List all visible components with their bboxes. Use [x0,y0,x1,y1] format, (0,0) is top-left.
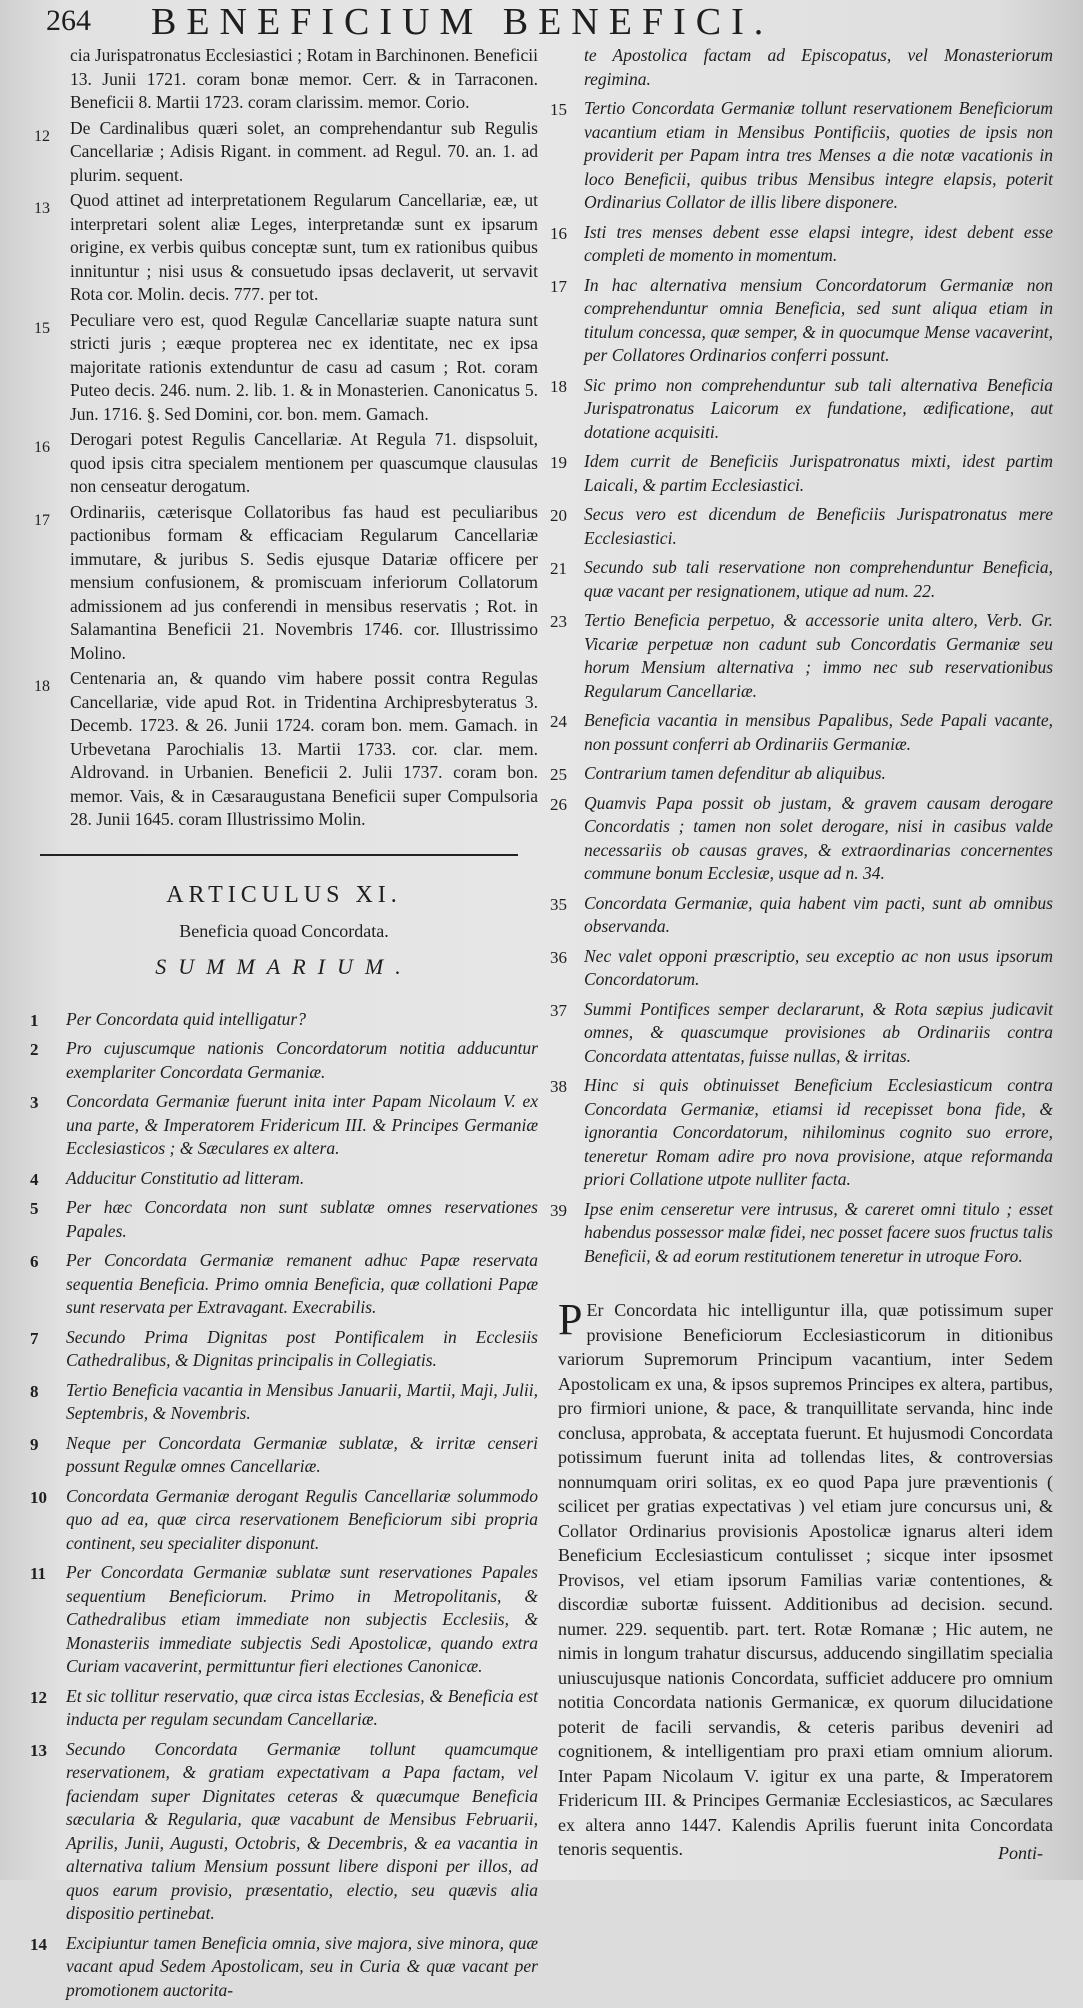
item-text: Quod attinet ad interpretationem Regularum Cancellariæ, eæ, ut interpretari solent aliæ Leges, interpretandæ sunt ex ipsarum origine, ex verbis quibus conceptæ sunt, tum ex rationibus quibus innituntur ; nisi usus & consuetudo ipsas declaverit, ut servavit Rota cor. Molin. decis. 777. per tot. [70,190,538,304]
summary-item [30,1379,538,1426]
left-column [30,44,538,2008]
item-text: Per hæc Concordata non sunt sublatæ omnes reservationes Papales. [66,1197,538,1241]
item-text: Sic primo non comprehenduntur sub tali alternativa Beneficia Jurispatronatus Laicorum ex fundatione, ædificatione, aut dotatione acquisiti. [584,374,1053,442]
item-text: Excipiuntur tamen Beneficia omnia, sive majora, sive minora, quæ vacant apud Sedem Apostolicam, seu in Curia & quæ vacant per promotionem auctorita- [66,1932,538,2000]
item-text: De Cardinalibus quæri solet, an comprehendantur sub Regulis Cancellariæ ; Adisis Rigant. in comment. ad Regul. 70. an. 1. ad plurim. sequent. [70,117,538,185]
item-text: Quamvis Papa possit ob justam, & gravem causam derogare Concordatis ; tamen non solet derogare, nisi in casibus valde necessariis ob causas graves, & extraordinarias concernentes commune bonum Ecclesiæ, usque ad n. 34. [584,792,1053,883]
item-number: 11 [30,1564,47,1583]
summary-item [548,556,1053,603]
item-number: 39 [550,1200,567,1220]
item-number: 21 [550,559,567,578]
item-number: 10 [30,1487,47,1507]
left-paragraphs [30,44,538,832]
paragraph [30,117,538,188]
paragraph [30,189,538,307]
item-number: 24 [550,712,567,731]
item-text: Concordata Germaniæ fuerunt inita inter Papam Nicolaum V. ex una parte, & Imperatorem Fridericum III. & Principes Germaniæ Ecclesiasticos ; & Sæculares ex altera. [66,1091,538,1158]
summary-item [548,998,1053,1069]
summary-item [548,44,1053,91]
summary-item [30,1249,538,1320]
catchword: Ponti- [998,1843,1043,1863]
summary-item [30,1196,538,1243]
summary-list-left [30,1008,538,2003]
summary-item [548,945,1053,992]
item-text: Isti tres menses debent esse elapsi integre, idest debent esse completi de momento in momentum. [584,221,1053,265]
item-number: 2 [30,1040,39,1059]
item-text: Neque per Concordata Germaniæ sublatæ, & irritæ censeri possunt Regulæ omnes Cancellariæ. [66,1432,538,1476]
section-divider [40,854,518,856]
item-number: 36 [550,947,567,967]
summary-item [548,374,1053,445]
paragraph [30,667,538,832]
item-text: Adducitur Constitutio ad litteram. [66,1167,305,1188]
item-text: Secundo Prima Dignitas post Pontificalem in Ecclesiis Cathedralibus, & Dignitas principalis in Collegiatis. [66,1326,538,1370]
item-text: Pro cujuscumque nationis Concordatorum notitia adducuntur exemplariter Concordata Germaniæ. [66,1038,538,1082]
item-number: 17 [550,276,567,296]
item-number: 15 [550,100,567,119]
item-number: 12 [30,1687,47,1707]
item-number: 9 [30,1434,39,1454]
summary-item [548,709,1053,756]
item-text: Summi Pontifices semper declararunt, & Rota sæpius judicavit omnes, & quascumque provisiones ab Ordinariis contra Concordata attentatas, fuisse nullas, & irritas. [584,998,1053,1066]
summary-heading: SUMMARIUM. [155,953,413,979]
item-number: 16 [550,223,567,243]
item-text: Per Concordata Germaniæ sublatæ sunt reservationes Papales sequentium Beneficiorum. Primo in Metropolitanis, & Cathedralibus etiam immediate non subjectis Ecclesiis, & Monasteriis immediate subjectis Sedi Apostolicæ, quando extra Curiam vacaverint, permittuntur fieri electiones Canonicæ. [66,1562,538,1676]
summary-item [30,1167,538,1191]
summary-item [548,762,1053,786]
article-subtitle: Beneficia quoad Concordata. [179,920,389,941]
summary-item [30,1738,538,1926]
item-text: Contrarium tamen defenditur ab aliquibus. [584,763,886,783]
item-number: 16 [34,439,50,456]
item-text: Ipse enim censeretur vere intrusus, & careret omni titulo ; esset habendus possessor malæ fidei, nec posset facere suos fructus talis Beneficii, & ad eorum restitutionem teneretur in utroque Foro. [584,1198,1053,1266]
summary-item [30,1685,538,1732]
item-text: Tertio Concordata Germaniæ tollunt reservationem Beneficiorum vacantium etiam in Mensibus Pontificiis, quoties de ipsis non providerit per Papam intra tres Menses a die notæ vacationis in loco Beneficii, quibus tribus Mensibus integre elapsis, poterit Ordinarius Collator de illis libere disponere. [584,98,1053,212]
summary-item [548,274,1053,368]
item-number: 1 [30,1010,39,1030]
summary-item [548,792,1053,886]
item-number: 15 [34,319,50,337]
article-body [548,1295,1053,1862]
summary-item [548,609,1053,703]
item-text: In hac alternativa mensium Concordatorum Germaniæ non comprehenduntur omnia Beneficia, sed sunt aliqua etiam in titulum concessa, quæ semper, & in quocumque Mense vacaverint, per Collatores Ordinarios conferri possunt. [584,274,1053,365]
item-text: Secundo Concordata Germaniæ tollunt quamcumque reservationem, & gratiam expectativam a Papa factam, vel faciendam super Dignitates ceteras & quæcumque Beneficia sæcularia & Regularia, quæ vacabunt de Mensibus Februarii, Aprilis, Junii, Augusti, Octobris, & Decembris, & ea vacantia in alternativa talium Mensium possunt libere disponi per illos, ad quos earum provisio, præsentatio, electio, seu quævis alia dispositio pertinebat. [66,1738,538,1923]
summary-item [30,1932,538,2003]
summary-item [548,503,1053,550]
summary-item [30,1326,538,1373]
drop-cap: P [558,1295,583,1344]
summary-item [30,1432,538,1479]
summary-item [548,1074,1053,1192]
item-number: 4 [30,1169,39,1189]
item-text: Nec valet opponi præscriptio, seu exceptio ac non usus ipsorum Concordatorum. [584,945,1053,989]
item-text: Concordata Germaniæ, quia habent vim pacti, sunt ab omnibus observanda. [584,892,1053,936]
item-number: 6 [30,1252,39,1271]
summary-item [30,1485,538,1556]
item-number: 7 [30,1328,39,1348]
summary-list-right [548,44,1053,1268]
paragraph [30,44,538,115]
item-text: Per Concordata quid intelligatur? [66,1008,306,1029]
summary-item [30,1561,538,1679]
item-text: te Apostolica factam ad Episcopatus, vel Monasteriorum regimina. [584,45,1053,89]
item-text: Idem currit de Beneficiis Jurispatronatus mixti, idest partim Laicali, & partim Ecclesiastici. [584,451,1053,495]
summary-item [548,892,1053,939]
page-header [46,0,1046,46]
item-text: Concordata Germaniæ derogant Regulis Cancellariæ solummodo quo ad ea, quæ circa reservationem Beneficiorum sibi propria continent, seu specialiter disponunt. [66,1485,538,1553]
item-text: Secundo sub tali reservatione non comprehenduntur Beneficia, quæ vacant per resignationem, utique ad num. 22. [584,557,1053,601]
paragraph [30,309,538,427]
item-number: 26 [550,794,567,814]
item-text: Tertio Beneficia vacantia in Mensibus Januarii, Martii, Maji, Julii, Septembris, & Novembris. [66,1379,538,1423]
item-text: Per Concordata Germaniæ remanent adhuc Papæ reservata sequentia Beneficia. Primo omnia Beneficia, quæ collationi Papæ sunt reservata per Extravagant. Execrabilis. [66,1250,538,1317]
page-number: 264 [46,4,91,37]
item-text: cia Jurispatronatus Ecclesiastici ; Rotam in Barchinonen. Beneficii 13. Junii 1721. coram bonæ memor. Cerr. & in Tarraconen. Beneficii 8. Martii 1723. coram clarissim. memor. Corio. [70,45,538,112]
item-number: 17 [34,511,50,529]
item-number: 38 [550,1077,567,1096]
item-text: Tertio Beneficia perpetuo, & accessorie unita altero, Verb. Gr. Vicariæ perpetuæ non cadunt sub Concordatis Germaniæ seu horum Mensium alternativa ; immo nec sub reservationibus Regularum Cancellariæ. [584,610,1053,701]
summary-item [548,221,1053,268]
item-text: Ordinariis, cæterisque Collatoribus fas haud est peculiaribus pactionibus formam & efficaciam Regularum Cancellariæ immutare, & juribus S. Sedis ejusque Datariæ officere per mensium confusionem, & promiscuam inferiorum Collatorum admissionem ad jus conferendi in mensibus reservatis ; Rot. in Salamantina Beneficii 21. Novembris 1746. cor. Illustrissimo Molino. [70,501,538,663]
item-number: 14 [30,1934,47,1954]
item-number: 23 [550,612,567,631]
paragraph [30,428,538,499]
item-number: 35 [550,894,567,914]
summary-item [548,1198,1053,1269]
item-number: 25 [550,765,567,784]
item-number: 13 [30,1740,47,1760]
summary-item [30,1037,538,1084]
item-text: Secus vero est dicendum de Beneficiis Jurispatronatus mere Ecclesiastici. [584,504,1053,548]
item-text: Centenaria an, & quando vim habere possit contra Regulas Cancellariæ, vide apud Rot. in Tridentina Archipresbyteratus 3. Decemb. 1723. & 26. Junii 1724. coram bon. mem. Gamach. in Urbevetana Parochialis 13. Martii 1733. cor. clar. mem. Aldrovand. in Urbanien. Beneficii 2. Julii 1737. coram bon. memor. Vais, & in Cæsaraugustana Beneficii super Compulsoria 28. Junii 1645. coram Illustrissimo Molin. [70,668,538,829]
item-number: 18 [550,376,567,396]
item-number: 18 [34,678,50,695]
item-text: Et sic tollitur reservatio, quæ circa istas Ecclesias, & Beneficia est inducta per regulam secundam Cancellariæ. [66,1685,538,1729]
item-number: 3 [30,1093,39,1112]
item-text: Derogari potest Regulis Cancellariæ. At Regula 71. dispsoluit, quod ipsis citra specialem mentionem per quascumque clausulas non censeatur derogatum. [70,429,538,496]
summary-item [30,1008,538,1032]
item-number: 12 [34,127,50,145]
summary-item [548,450,1053,497]
item-number: 8 [30,1381,39,1401]
item-number: 13 [34,200,50,217]
item-number: 20 [550,506,567,525]
item-text: Beneficia vacantia in mensibus Papalibus, Sede Papali vacante, non possunt conferri ab Ordinariis Germaniæ. [584,710,1053,754]
summary-item [548,97,1053,215]
article-title: ARTICULUS XI. [166,881,402,908]
right-column [548,44,1053,1862]
item-number: 19 [550,453,567,472]
running-head: BENEFICIUM BENEFICI. [151,1,774,43]
item-number: 37 [550,1000,567,1020]
item-number: 5 [30,1199,39,1218]
paragraph [30,501,538,666]
summary-item [30,1090,538,1161]
article-body-text: Er Concordata hic intelliguntur illa, quæ potissimum super provisione Beneficiorum Ecclesiasticorum in ditionibus variorum Supremorum Principum vacantium, inter Sedem Apostolicam ex una, & ipsos supremos Principes ex altera, partibus, pro firmiori unione, & pace, & tranquillitate servanda, hinc inde conclusa, approbata, & acceptata fuerunt. Et hujusmodi Concordata potissimum fuerunt inita ad tollendas lites, & controversias nonnumquam oriri solitas, ex eo quod Papa jure præventionis ( scilicet per gratias expectativas ) vel etiam jure concursus uni, & Collator Ordinarius provisionis Apostolicæ ignarus alteri idem Beneficium Ecclesiasticum contulisset ; sicque inter ipsosmet Provisos, vel etiam ipsorum Familias variæ contentiones, & discordiæ subortæ fuissent. Additionibus ad decision. secund. numer. 229. sequentib. part. tert. Rotæ Romanæ ; Hic autem, ne nimis in longum trahatur discursus, adducendo singillatim specialia uniuscujusque nationis Concordata, sufficiet adducere pro omnium notitia Concordata nationis Germanicæ, ex quorum dilucidatione poterit de facili servandis, & ceteris paribus deveniri ad cognitionem, & intelligentiam pro praxi etiam omnium aliorum. Inter Papam Nicolaum V. igitur ex una parte, & Imperatorem Fridericum III. & Principes Germaniæ Ecclesiasticos, ac Sæculares ex altera anno 1447. Kalendis Aprilis fuerunt inita Concordata tenoris sequentis. [558,1300,1053,1859]
item-text: Peculiare vero est, quod Regulæ Cancellariæ suapte natura sunt stricti juris ; eæque propterea nec ex identitate, nec ex ipsa majoritate rationis extenduntur de casu ad casum ; Rot. coram Puteo decis. 246. num. 2. lib. 1. & in Monasterien. Canonicatus 5. Jun. 1716. §. Sed Domini, cor. bon. mem. Gamach. [70,309,538,424]
item-text: Hinc si quis obtinuisset Beneficium Ecclesiasticum contra Concordata Germaniæ, etiamsi id recepisset bona fide, & ignorantia Concordatorum, nihilominus cognito suo errore, teneretur Romam adire pro nova provisione, atque reformanda priori Collatione utpote nulliter facta. [584,1075,1053,1189]
